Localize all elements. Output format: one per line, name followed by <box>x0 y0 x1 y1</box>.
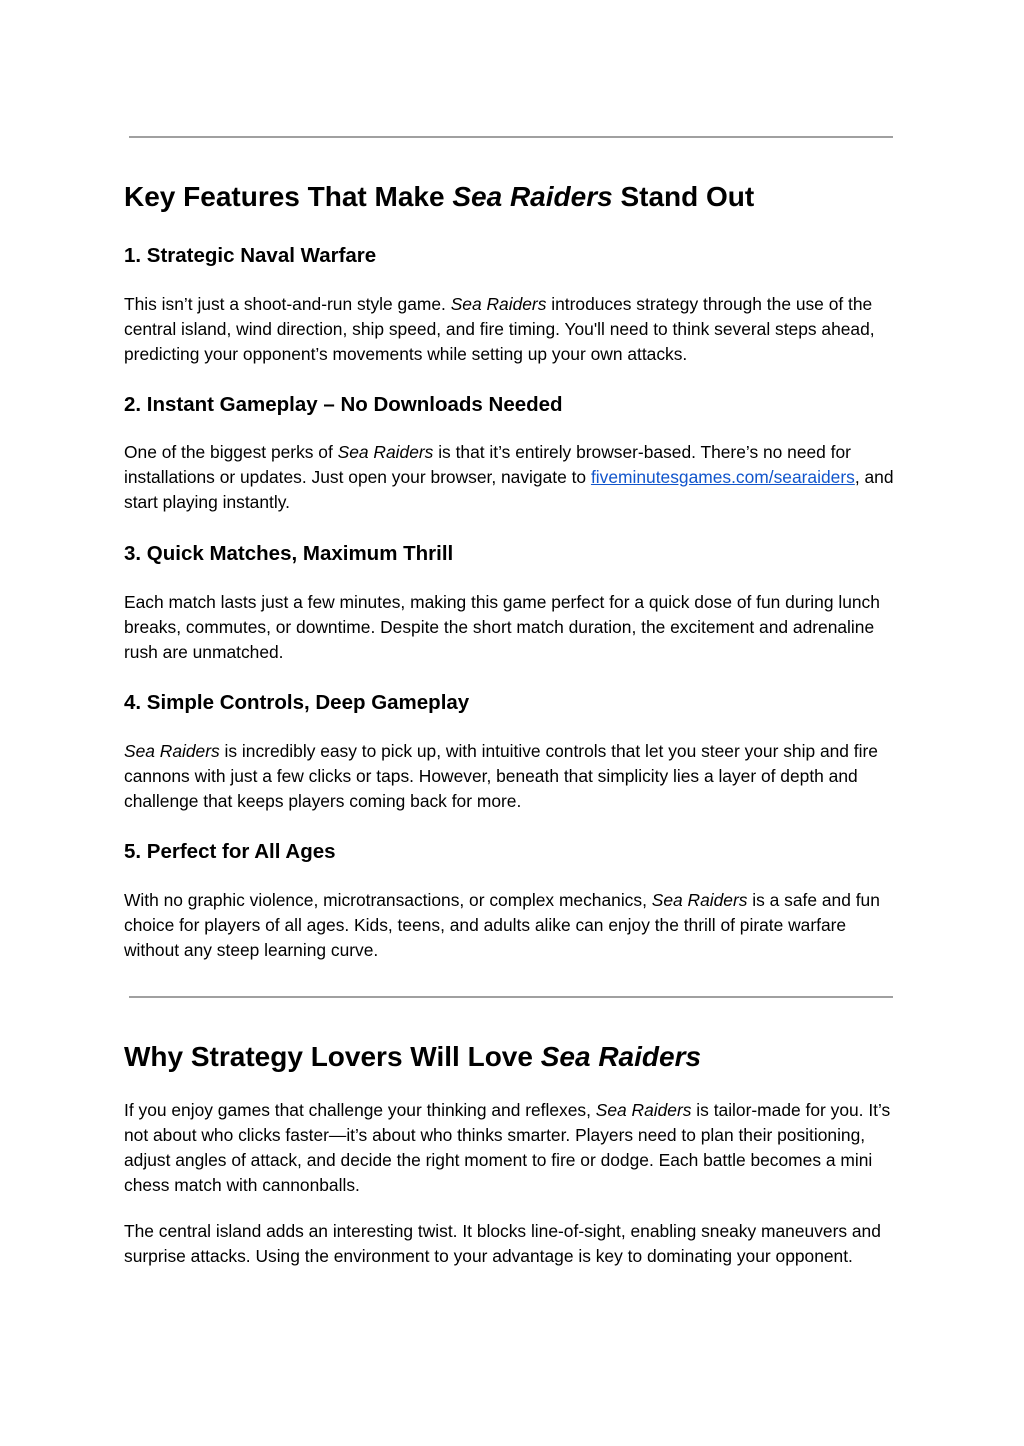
section-heading-strategy-lovers <box>124 1040 701 1074</box>
feature-heading-4: 4. Simple Controls, Deep Gameplay <box>124 691 470 714</box>
strategy-paragraph-2: The central island adds an interesting twist. It blocks line-of-sight, enabling sneaky maneuvers and surprise attacks. Using the environment to your advantage is key to dominating your opponent. <box>124 1221 881 1266</box>
heading-text: Why Strategy Lovers Will Love <box>124 1041 541 1072</box>
feature-paragraph-3: Each match lasts just a few minutes, making this game perfect for a quick dose of fun during lunch breaks, commutes, or downtime. Despite the short match duration, the excitement and adrenaline rush are unmatched. <box>124 592 880 662</box>
feature-heading-5: 5. Perfect for All Ages <box>124 840 336 863</box>
feature-paragraph-2 <box>124 440 904 515</box>
game-title: Sea Raiders <box>124 741 220 761</box>
feature-heading-1: 1. Strategic Naval Warfare <box>124 244 377 267</box>
paragraph-text: introduces strategy through the use of the central island, wind direction, ship speed, and fire timing. You'll need to think several steps ahead, predicting your opponent’s movements while setting up your own attacks. <box>124 294 875 364</box>
horizontal-rule-top <box>129 136 893 138</box>
heading-text: Key Features That Make <box>124 181 453 212</box>
game-title: Sea Raiders <box>651 890 748 910</box>
heading-game-title: Sea Raiders <box>540 1041 702 1072</box>
feature-heading-3: 3. Quick Matches, Maximum Thrill <box>124 542 454 565</box>
feature-paragraph-1 <box>124 292 904 367</box>
game-title: Sea Raiders <box>450 294 547 314</box>
strategy-paragraph-1 <box>124 1098 904 1198</box>
feature-heading-2: 2. Instant Gameplay – No Downloads Needed <box>124 393 563 416</box>
paragraph-text: With no graphic violence, microtransactions, or complex mechanics, <box>124 890 652 910</box>
paragraph-text: If you enjoy games that challenge your thinking and reflexes, <box>124 1100 596 1120</box>
paragraph-text: is that it’s entirely browser-based. There’s no need for installations or updates. Just open your browser, navigate to <box>124 442 851 487</box>
game-title: Sea Raiders <box>595 1100 692 1120</box>
paragraph-text: is incredibly easy to pick up, with intuitive controls that let you steer your ship and fire cannons with just a few clicks or taps. However, beneath that simplicity lies a layer of depth and challenge that keeps players coming back for more. <box>124 741 878 811</box>
paragraph-text: This isn’t just a shoot-and-run style game. <box>124 294 451 314</box>
paragraph-text: is a safe and fun choice for players of all ages. Kids, teens, and adults alike can enjoy the thrill of pirate warfare without any steep learning curve. <box>124 890 880 960</box>
horizontal-rule-middle <box>129 996 893 998</box>
section-heading-key-features <box>124 180 754 214</box>
heading-game-title: Sea Raiders <box>452 181 613 212</box>
paragraph-text: One of the biggest perks of <box>124 442 338 462</box>
heading-text-end: Stand Out <box>612 181 755 212</box>
feature-paragraph-5 <box>124 888 904 963</box>
searaiders-link[interactable]: fiveminutesgames.com/searaiders <box>590 467 855 487</box>
paragraph-text: is tailor-made for you. It’s not about who clicks faster—it’s about who thinks smarter. Players need to plan their positioning, adjust angles of attack, and decide the right moment to fire or dodge. Each battle becomes a mini chess match with cannonballs. <box>124 1100 891 1195</box>
game-title: Sea Raiders <box>337 442 434 462</box>
paragraph-text: , and start playing instantly. <box>124 467 894 512</box>
feature-paragraph-4 <box>124 739 904 814</box>
